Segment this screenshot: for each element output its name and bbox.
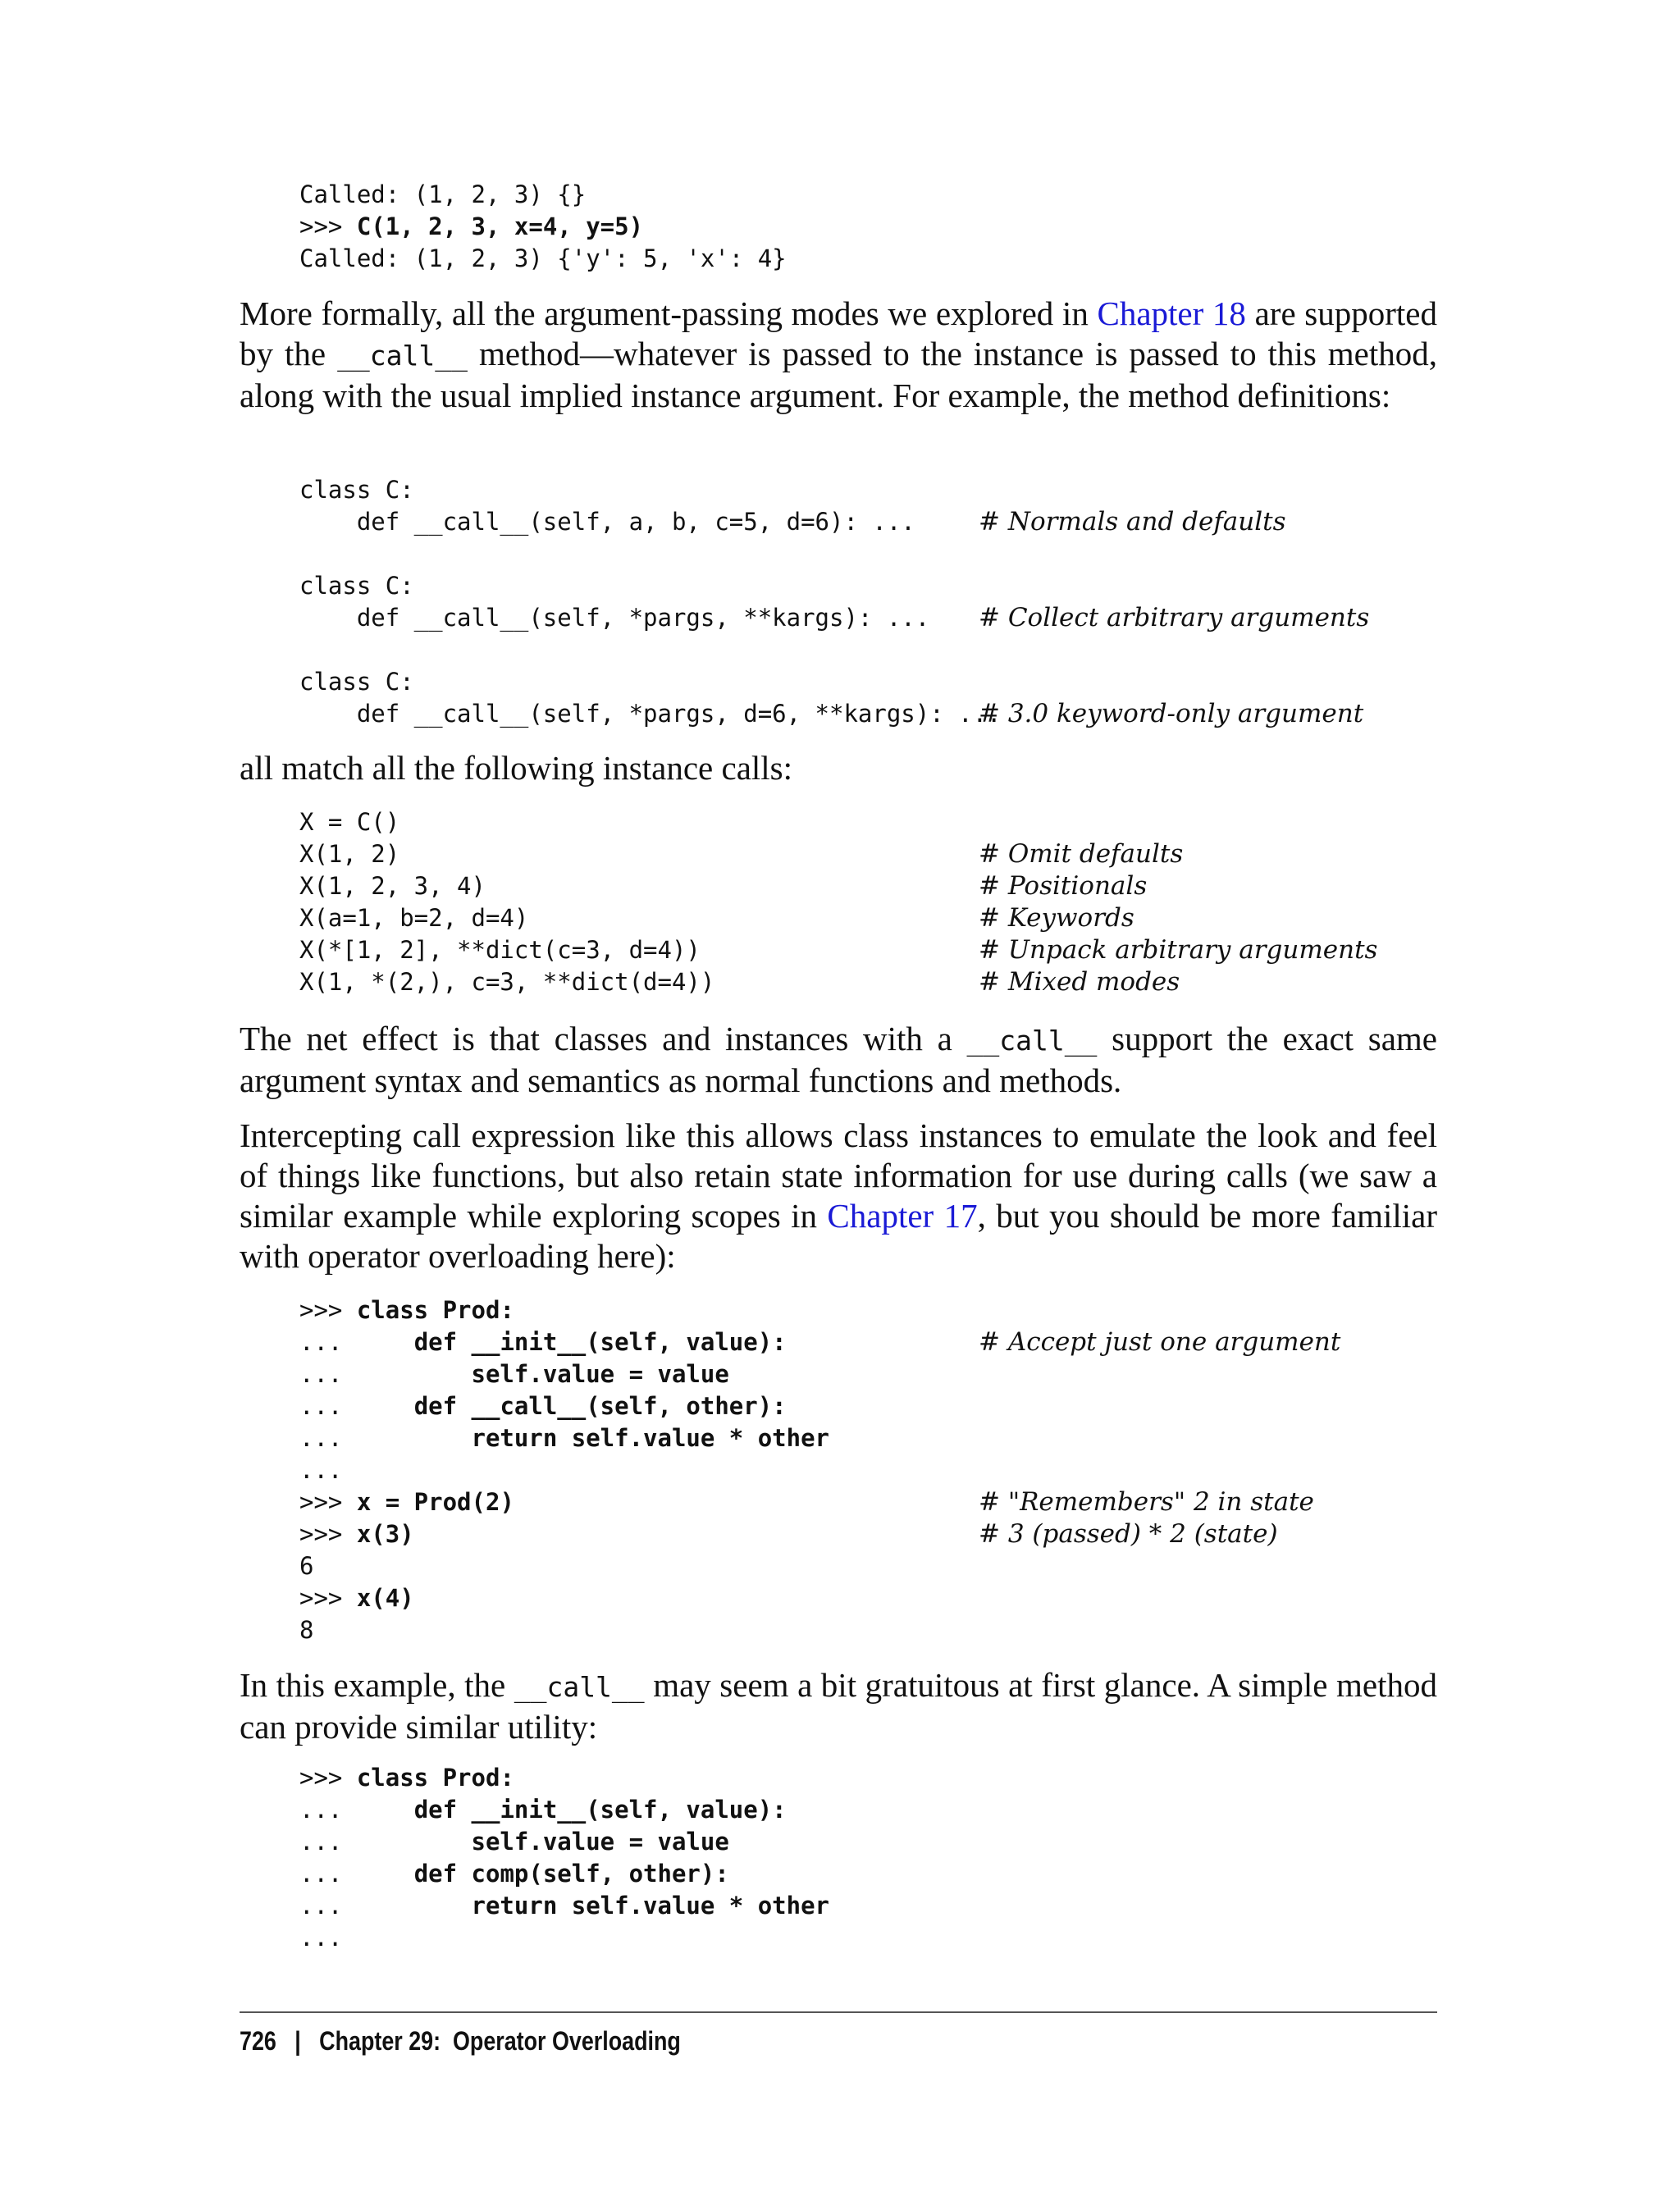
code-line [299, 1582, 829, 1614]
code-line [299, 1390, 829, 1422]
prompt: ... [299, 1924, 343, 1952]
code-input: return self.value * other [471, 1892, 830, 1920]
code-input: self.value = value [471, 1828, 729, 1856]
code-text: X = C() [299, 808, 400, 836]
code-text: X(1, 2) [299, 840, 400, 868]
code-text: class C: [299, 668, 414, 696]
code-block-prod-method [299, 1762, 829, 1954]
code-line [299, 1486, 1314, 1518]
prompt: ... [299, 1860, 414, 1888]
code-text: class C: [299, 572, 414, 600]
paragraph-text: , but you should be more familiar with operator overloading here): [240, 1197, 1438, 1275]
prompt: >>> [299, 212, 357, 240]
code-line [299, 474, 1002, 506]
code-line [299, 1762, 829, 1794]
inline-code: __call__ [514, 1671, 645, 1703]
prompt: >>> [299, 1584, 357, 1612]
code-comment: # Keywords [979, 903, 1134, 933]
code-text: X(*[1, 2], **dict(c=3, d=4)) [299, 936, 701, 964]
code-line [299, 806, 714, 838]
code-line [299, 570, 1002, 602]
chapter-17-link[interactable]: Chapter 17 [827, 1197, 978, 1235]
code-line [299, 1858, 829, 1890]
code-text: X(a=1, b=2, d=4) [299, 904, 529, 932]
code-block-called-output [299, 179, 787, 275]
code-line [299, 506, 1286, 538]
code-input: x(3) [356, 1520, 414, 1548]
prompt: ... [299, 1796, 414, 1824]
code-comment: # Normals and defaults [979, 507, 1286, 536]
code-line [299, 1358, 829, 1390]
paragraph-text: all match all the following instance calls: [240, 749, 793, 787]
code-input: x(4) [356, 1584, 414, 1612]
code-input: self.value = value [471, 1360, 729, 1388]
paragraph-text: are supported by the [240, 294, 1437, 372]
body-paragraph [240, 294, 1437, 416]
paragraph-text: In this example, the [240, 1666, 514, 1704]
code-line: Called: (1, 2, 3) {'y': 5, 'x': 4} [299, 244, 787, 272]
code-comment: # Mixed modes [979, 967, 1180, 997]
code-line [299, 1294, 829, 1326]
prompt: ... [299, 1392, 414, 1420]
prompt: ... [299, 1456, 343, 1484]
code-input: class Prod: [356, 1764, 514, 1792]
code-comment: # 3 (passed) * 2 (state) [979, 1519, 1278, 1549]
code-comment: # Omit defaults [979, 839, 1184, 869]
chapter-18-link[interactable]: Chapter 18 [1097, 294, 1246, 332]
code-output: 6 [299, 1552, 314, 1580]
code-line [299, 1922, 829, 1954]
prompt: ... [299, 1360, 472, 1388]
code-line [299, 934, 1378, 966]
code-comment: # Accept just one argument [979, 1327, 1341, 1357]
footer-separator: | [294, 2026, 301, 2056]
code-line [299, 838, 1184, 870]
paragraph-text: method—whatever is passed to the instance is passed to this method, along with the usual implied instance argument. For example, the method definitions: [240, 335, 1438, 414]
body-paragraph [240, 748, 1437, 788]
prompt: ... [299, 1424, 472, 1452]
code-output: 8 [299, 1616, 314, 1644]
code-input: def __call__(self, other): [413, 1392, 787, 1420]
code-block-call-definitions [299, 474, 1370, 730]
code-line [299, 1454, 829, 1486]
code-input: def __init__(self, value): [413, 1328, 787, 1356]
body-paragraph [240, 1116, 1437, 1276]
prompt: >>> [299, 1488, 357, 1516]
code-line [299, 602, 1370, 634]
code-text: def __call__(self, a, b, c=5, d=6): ... [299, 508, 915, 536]
code-line [299, 1326, 1341, 1358]
code-block-instance-calls [299, 806, 1378, 998]
prompt: >>> [299, 1764, 357, 1792]
code-line [299, 698, 1364, 730]
code-input: def comp(self, other): [413, 1860, 729, 1888]
code-line [299, 666, 1002, 698]
code-input: C(1, 2, 3, x=4, y=5) [356, 212, 644, 240]
prompt: >>> [299, 1520, 357, 1548]
code-comment: # Unpack arbitrary arguments [979, 935, 1378, 965]
paragraph-text: support the exact same argument syntax and semantics as normal functions and methods. [240, 1020, 1437, 1099]
code-comment: # Collect arbitrary arguments [979, 603, 1370, 632]
code-line [299, 1422, 829, 1454]
code-comment: # 3.0 keyword-only argument [979, 699, 1364, 728]
code-line [299, 1794, 829, 1826]
code-line [299, 902, 1134, 934]
code-line: Called: (1, 2, 3) {} [299, 180, 587, 208]
prompt: >>> [299, 1296, 357, 1324]
code-line [299, 870, 1148, 902]
paragraph-text: may seem a bit gratuitous at first glance. A simple method can provide similar utility: [240, 1666, 1437, 1746]
inline-code: __call__ [337, 340, 468, 372]
footer-divider [240, 2011, 1437, 2013]
page-number: 726 [240, 2026, 276, 2056]
code-input: x = Prod(2) [356, 1488, 514, 1516]
code-line [299, 211, 787, 243]
body-paragraph [240, 1665, 1437, 1747]
code-comment: # Positionals [979, 871, 1148, 901]
paragraph-text: More formally, all the argument-passing modes we explored in [240, 294, 1098, 332]
code-line [299, 1890, 829, 1922]
code-text: X(1, *(2,), c=3, **dict(d=4)) [299, 968, 715, 996]
code-block-prod-call [299, 1294, 1341, 1646]
code-input: def __init__(self, value): [413, 1796, 787, 1824]
page-footer [240, 2026, 681, 2057]
paragraph-text: The net effect is that classes and instances with a [240, 1020, 967, 1057]
code-comment: # "Remembers" 2 in state [979, 1487, 1314, 1517]
body-paragraph [240, 1019, 1437, 1101]
code-line [299, 1614, 829, 1646]
prompt: ... [299, 1892, 472, 1920]
code-input: class Prod: [356, 1296, 514, 1324]
code-line [299, 1518, 1278, 1550]
code-line [299, 1826, 829, 1858]
code-text: def __call__(self, *pargs, **kargs): ... [299, 604, 930, 632]
prompt: ... [299, 1828, 472, 1856]
inline-code: __call__ [966, 1025, 1098, 1057]
code-text: def __call__(self, *pargs, d=6, **kargs): ... [299, 700, 1002, 728]
code-text: class C: [299, 476, 414, 504]
code-text: X(1, 2, 3, 4) [299, 872, 486, 900]
code-line [299, 1550, 829, 1582]
prompt: ... [299, 1328, 414, 1356]
code-line-blank [299, 634, 1002, 666]
paragraph-text: Intercepting call expression like this allows class instances to emulate the look and feel of things like functions, but also retain state information for use during calls (we saw a similar example while exploring scopes in [240, 1116, 1437, 1235]
chapter-title: Chapter 29: Operator Overloading [319, 2026, 681, 2056]
code-line [299, 966, 1180, 998]
code-line-blank [299, 538, 1002, 570]
code-input: return self.value * other [471, 1424, 830, 1452]
